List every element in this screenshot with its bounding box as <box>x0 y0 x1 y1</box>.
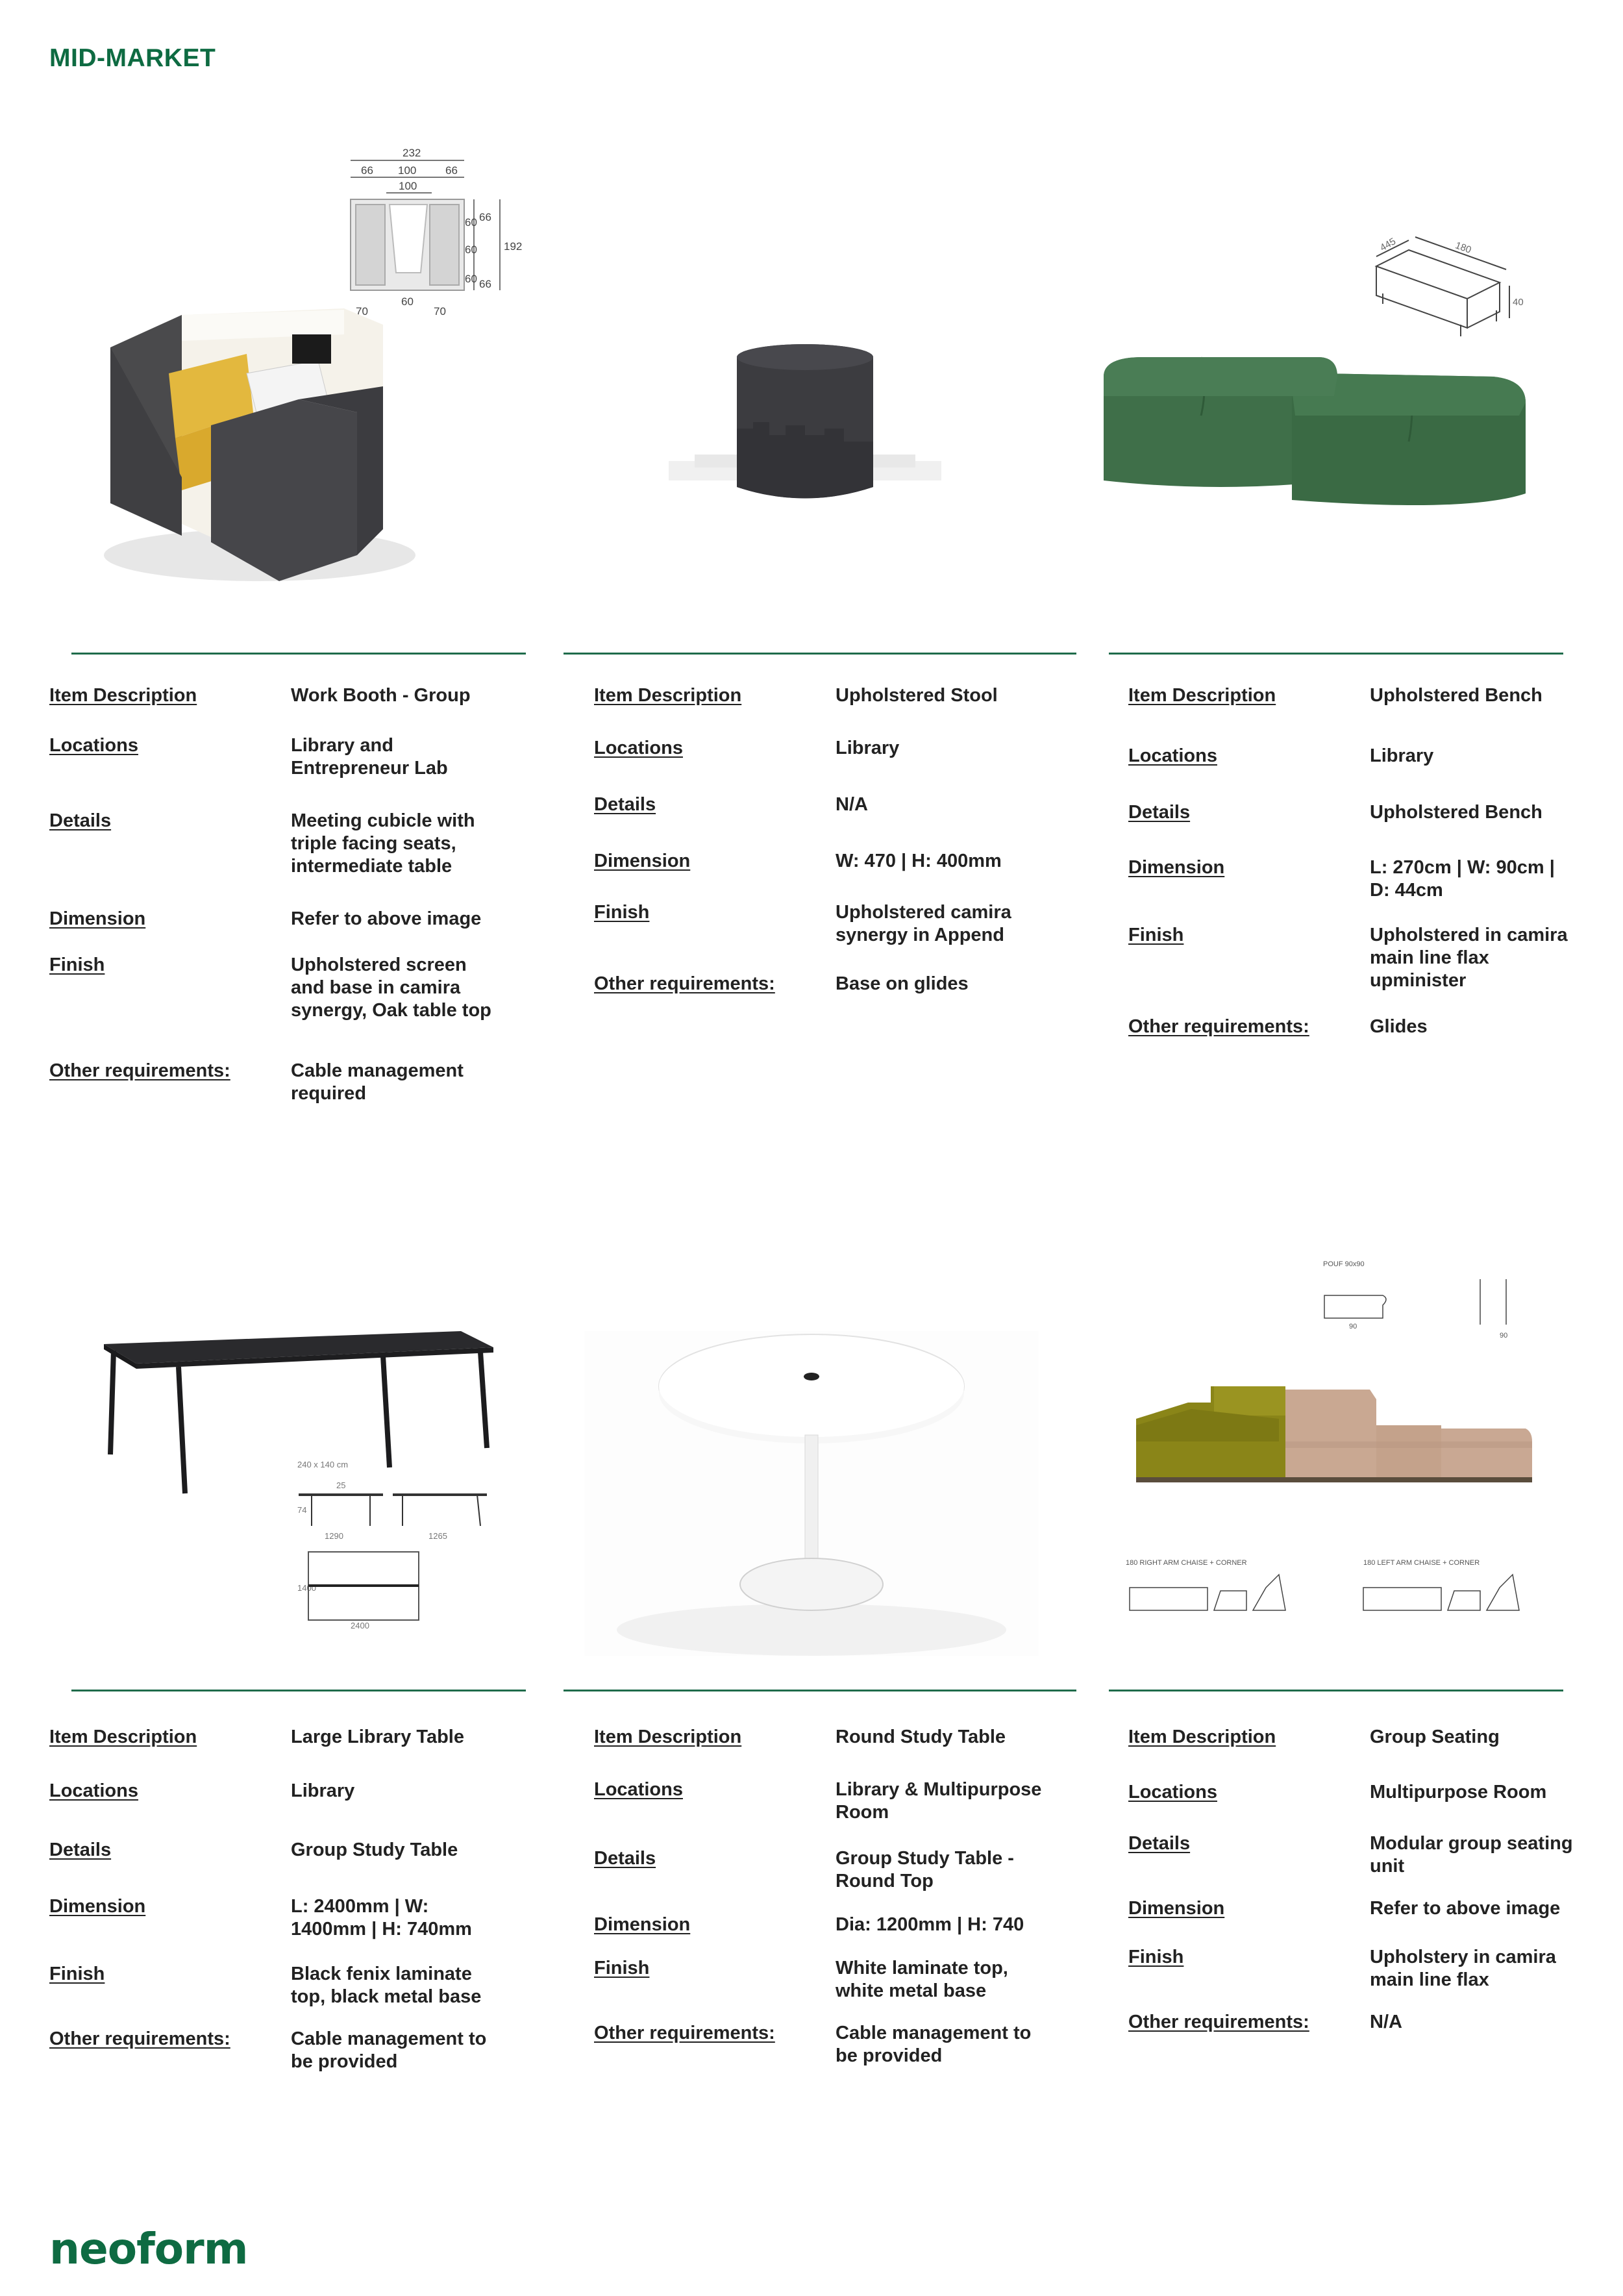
dimension-label: Dimension <box>1128 857 1225 878</box>
dimension-label: Dimension <box>49 1896 146 1917</box>
other-value: Base on glides <box>836 973 969 994</box>
svg-text:25: 25 <box>336 1480 346 1490</box>
svg-text:1290: 1290 <box>325 1531 343 1541</box>
svg-text:192: 192 <box>504 240 523 253</box>
svg-text:POUF 90x90: POUF 90x90 <box>1323 1260 1365 1268</box>
dimension-label: Dimension <box>594 1914 691 1935</box>
finish-label: Finish <box>49 1964 105 1984</box>
spec-upholstered-bench <box>1128 684 1583 1038</box>
group-seating-image <box>1117 1247 1571 1649</box>
divider-col1-row1 <box>71 653 526 655</box>
item-value: Round Study Table <box>836 1727 1006 1747</box>
details-label: Details <box>594 1848 656 1869</box>
svg-text:70: 70 <box>434 305 446 318</box>
details-label: Details <box>594 794 656 815</box>
svg-text:66: 66 <box>361 164 373 177</box>
details-label: Details <box>1128 802 1191 823</box>
upholstered-stool-image <box>656 331 954 519</box>
other-label: Other requirements: <box>49 1060 230 1081</box>
finish-value: Upholstered camira synergy in Append <box>836 902 1011 945</box>
finish-value: Upholstered in camira main line flax upminister <box>1370 925 1568 991</box>
svg-text:66: 66 <box>445 164 458 177</box>
item-value: Work Booth - Group <box>291 685 471 706</box>
locations-label: Locations <box>1128 745 1217 766</box>
dimension-value: Refer to above image <box>1370 1898 1561 1919</box>
details-value: Group Study Table - Round Top <box>836 1848 1014 1891</box>
svg-text:2400: 2400 <box>351 1621 369 1630</box>
large-library-table-image <box>97 1318 513 1656</box>
spec-round-study-table <box>594 1726 1048 2067</box>
dimension-value: L: 270cm | W: 90cm | D: 44cm <box>1370 857 1555 901</box>
dimension-label: Dimension <box>1128 1898 1225 1919</box>
work-booth-image <box>84 140 539 588</box>
details-value: Meeting cubicle with triple facing seats, intermediate table <box>291 810 475 877</box>
item-value: Group Seating <box>1370 1727 1500 1747</box>
item-label: Item Description <box>594 1727 742 1747</box>
divider-col1-row2 <box>71 1690 526 1691</box>
item-label: Item Description <box>594 685 742 706</box>
finish-value: Upholstery in camira main line flax <box>1370 1947 1556 1990</box>
svg-text:100: 100 <box>399 180 417 192</box>
finish-value: Black fenix laminate top, black metal base <box>291 1964 482 2007</box>
locations-label: Locations <box>49 1780 138 1801</box>
other-label: Other requirements: <box>1128 2012 1309 2032</box>
svg-text:70: 70 <box>356 305 368 318</box>
finish-value: White laminate top, white metal base <box>836 1958 1008 2001</box>
svg-text:180: 180 <box>1454 240 1473 256</box>
item-label: Item Description <box>1128 1727 1276 1747</box>
divider-col3-row1 <box>1109 653 1563 655</box>
details-label: Details <box>49 810 112 831</box>
locations-label: Locations <box>594 738 683 758</box>
booth-plan-drawing <box>351 147 522 318</box>
item-label: Item Description <box>49 1727 197 1747</box>
other-value: Glides <box>1370 1016 1428 1037</box>
round-study-table-image <box>584 1331 1039 1656</box>
booth-dim-overall: 232 <box>403 147 421 159</box>
svg-text:180 LEFT ARM CHAISE + CORNER: 180 LEFT ARM CHAISE + CORNER <box>1363 1559 1480 1567</box>
other-label: Other requirements: <box>594 2023 775 2043</box>
details-value: Group Study Table <box>291 1840 458 1860</box>
svg-text:90: 90 <box>1349 1323 1357 1330</box>
details-label: Details <box>49 1840 112 1860</box>
dimension-value: L: 2400mm | W: 1400mm | H: 740mm <box>291 1896 472 1940</box>
details-value: Upholstered Bench <box>1370 802 1542 823</box>
locations-label: Locations <box>1128 1782 1217 1803</box>
dimension-label: Dimension <box>594 851 691 871</box>
finish-label: Finish <box>594 1958 650 1978</box>
svg-text:60: 60 <box>401 295 414 308</box>
svg-text:100: 100 <box>398 164 417 177</box>
spec-group-seating <box>1128 1726 1583 2034</box>
locations-value: Multipurpose Room <box>1370 1782 1547 1803</box>
svg-text:90: 90 <box>1500 1332 1508 1340</box>
details-value: N/A <box>836 794 868 815</box>
divider-col2-row2 <box>564 1690 1076 1691</box>
locations-value: Library & Multipurpose Room <box>836 1779 1042 1823</box>
spec-work-booth <box>49 684 504 1105</box>
finish-label: Finish <box>1128 1947 1184 1967</box>
finish-label: Finish <box>1128 925 1184 945</box>
upholstered-bench-image <box>1104 221 1532 526</box>
item-label: Item Description <box>1128 685 1276 706</box>
item-label: Item Description <box>49 685 197 706</box>
other-label: Other requirements: <box>49 2028 230 2049</box>
svg-text:66: 66 <box>479 278 491 290</box>
locations-label: Locations <box>49 735 138 756</box>
locations-value: Library <box>836 738 900 758</box>
svg-text:60: 60 <box>465 273 477 285</box>
item-value: Large Library Table <box>291 1727 464 1747</box>
divider-col3-row2 <box>1109 1690 1563 1691</box>
locations-label: Locations <box>594 1779 683 1800</box>
locations-value: Library and Entrepreneur Lab <box>291 735 448 779</box>
details-value: Modular group seating unit <box>1370 1833 1573 1877</box>
item-value: Upholstered Stool <box>836 685 998 706</box>
spec-large-library-table <box>49 1726 504 2073</box>
svg-text:60: 60 <box>465 243 477 256</box>
svg-text:1265: 1265 <box>428 1531 447 1541</box>
dimension-value: Refer to above image <box>291 908 482 929</box>
other-value: Cable management to be provided <box>291 2028 487 2072</box>
spec-upholstered-stool <box>594 684 1048 995</box>
other-value: N/A <box>1370 2012 1402 2032</box>
other-value: Cable management to be provided <box>836 2023 1032 2066</box>
finish-label: Finish <box>49 955 105 975</box>
table-caption: 240 x 140 cm <box>297 1460 349 1469</box>
bench-drawing <box>1376 236 1524 336</box>
dimension-value: W: 470 | H: 400mm <box>836 851 1002 871</box>
finish-value: Upholstered screen and base in camira synergy, Oak table top <box>291 955 491 1021</box>
other-value: Cable management required <box>291 1060 464 1104</box>
locations-value: Library <box>1370 745 1434 766</box>
item-value: Upholstered Bench <box>1370 685 1542 706</box>
finish-label: Finish <box>594 902 650 923</box>
other-label: Other requirements: <box>594 973 775 994</box>
svg-text:66: 66 <box>479 211 491 223</box>
svg-text:445: 445 <box>1378 236 1398 254</box>
svg-text:1400: 1400 <box>297 1583 316 1593</box>
svg-text:74: 74 <box>297 1505 307 1515</box>
svg-text:40: 40 <box>1513 297 1524 308</box>
locations-value: Library <box>291 1780 355 1801</box>
divider-col2-row1 <box>564 653 1076 655</box>
neoform-logo: neoform <box>49 2224 248 2274</box>
svg-text:60: 60 <box>465 216 477 229</box>
svg-text:180 RIGHT ARM CHAISE + CORNER: 180 RIGHT ARM CHAISE + CORNER <box>1126 1559 1247 1567</box>
other-label: Other requirements: <box>1128 1016 1309 1037</box>
dimension-value: Dia: 1200mm | H: 740 <box>836 1914 1024 1935</box>
details-label: Details <box>1128 1833 1191 1854</box>
dimension-label: Dimension <box>49 908 146 929</box>
page-title: MID-MARKET <box>49 44 216 72</box>
